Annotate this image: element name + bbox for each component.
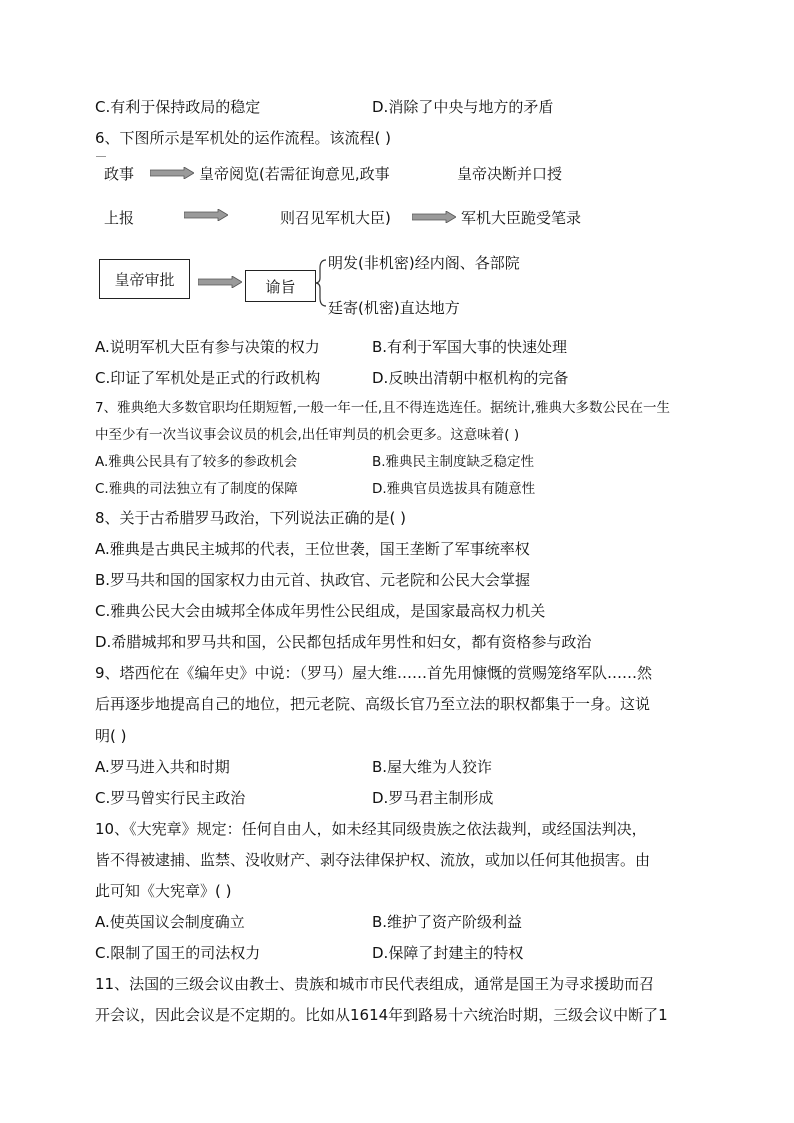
- q9-option-a: A.罗马进入共和时期: [95, 758, 230, 776]
- q8-option-d: D.希腊城邦和罗马共和国，公民都包括成年男性和妇女，都有资格参与政治: [95, 633, 592, 651]
- flow-node-guiluo: 军机大臣跪受笔录: [461, 209, 582, 227]
- divider-mark: [96, 156, 106, 157]
- q9-stem-line1: 9、塔西佗在《编年史》中说：（罗马）屋大维……首先用慷慨的赏赐笼络军队……然: [95, 664, 653, 682]
- flow-box-yuzhi-label: 谕旨: [265, 277, 296, 296]
- flow-node-zhengshi: 政事: [104, 165, 135, 183]
- flow-arrow-4: [198, 276, 242, 288]
- q8-stem: 8、关于古希腊罗马政治，下列说法正确的是( ): [95, 509, 407, 527]
- flow-arrow-3: [412, 211, 456, 223]
- flow-box-shenpi: [99, 259, 190, 299]
- q10-option-d: D.保障了封建主的特权: [372, 944, 524, 962]
- q10-stem-line3: 此可知《大宪章》( ): [95, 882, 232, 900]
- q5-option-c: C.有利于保持政局的稳定: [95, 98, 261, 116]
- q6-option-a: A.说明军机大臣有参与决策的权力: [95, 338, 320, 356]
- q10-option-a: A.使英国议会制度确立: [95, 913, 245, 931]
- q6-option-d: D.反映出清朝中枢机构的完备: [372, 369, 569, 387]
- q10-option-b: B.维护了资产阶级利益: [372, 913, 523, 931]
- q11-stem-line2: 开会议，因此会议是不定期的。比如从1614年到路易十六统治时期，三级会议中断了1: [95, 1006, 668, 1024]
- flow-node-mingfa: 明发(非机密)经内阁、各部院: [328, 254, 520, 272]
- q7-option-c: C.雅典的司法独立有了制度的保障: [95, 481, 298, 497]
- flow-arrow-1: [150, 167, 194, 179]
- q10-stem-line2: 皆不得被逮捕、监禁、没收财产、剥夺法律保护权、流放，或加以任何其他损害。由: [95, 851, 651, 869]
- q7-option-b: B.雅典民主制度缺乏稳定性: [372, 454, 535, 470]
- q7-option-a: A.雅典公民具有了较多的参政机会: [95, 454, 298, 470]
- flow-arrow-2: [184, 209, 228, 221]
- q7-stem-line1: 7、雅典绝大多数官职均任期短暂,一般一年一任,且不得连选连任。据统计,雅典大多数公民在一生: [95, 400, 670, 416]
- q6-option-b: B.有利于军国大事的快速处理: [372, 338, 568, 356]
- q9-option-b: B.屋大维为人狡诈: [372, 758, 493, 776]
- q11-stem-line1: 11、法国的三级会议由教士、贵族和城市市民代表组成，通常是国王为寻求援助而召: [95, 975, 655, 993]
- flow-node-zhaojian: 则召见军机大臣): [280, 209, 391, 227]
- flow-box-shenpi-label: 皇帝审批: [114, 270, 175, 289]
- q10-stem-line1: 10、《大宪章》规定：任何自由人，如未经其同级贵族之依法裁判，或经国法判决，: [95, 820, 647, 838]
- q9-stem-line2: 后再逐步地提高自己的地位，把元老院、高级长官乃至立法的职权都集于一身。这说: [95, 695, 651, 713]
- q7-stem-line2: 中至少有一次当议事会议员的机会,出任审判员的机会更多。这意味着( ): [95, 427, 520, 443]
- q8-option-b: B.罗马共和国的国家权力由元首、执政官、元老院和公民大会掌握: [95, 571, 531, 589]
- q7-option-d: D.雅典官员选拔具有随意性: [372, 481, 536, 497]
- q9-stem-line3: 明( ): [95, 727, 127, 745]
- flow-node-shangbao: 上报: [104, 209, 135, 227]
- flow-node-tingji: 廷寄(机密)直达地方: [328, 299, 460, 317]
- q8-option-c: C.雅典公民大会由城邦全体成年男性公民组成，是国家最高权力机关: [95, 602, 546, 620]
- flow-node-juedan: 皇帝决断并口授: [457, 165, 563, 183]
- q6-stem: 6、下图所示是军机处的运作流程。该流程( ): [95, 129, 392, 147]
- q9-option-c: C.罗马曾实行民主政治: [95, 789, 246, 807]
- flow-node-yuelan: 皇帝阅览(若需征询意见,政事: [199, 165, 390, 183]
- q10-option-c: C.限制了国王的司法权力: [95, 944, 261, 962]
- q6-option-c: C.印证了军机处是正式的行政机构: [95, 369, 321, 387]
- flow-box-yuzhi: [245, 270, 316, 302]
- q5-option-d: D.消除了中央与地方的矛盾: [372, 98, 554, 116]
- flow-brace: [314, 258, 328, 308]
- q9-option-d: D.罗马君主制形成: [372, 789, 494, 807]
- q8-option-a: A.雅典是古典民主城邦的代表，王位世袭，国王垄断了军事统率权: [95, 540, 530, 558]
